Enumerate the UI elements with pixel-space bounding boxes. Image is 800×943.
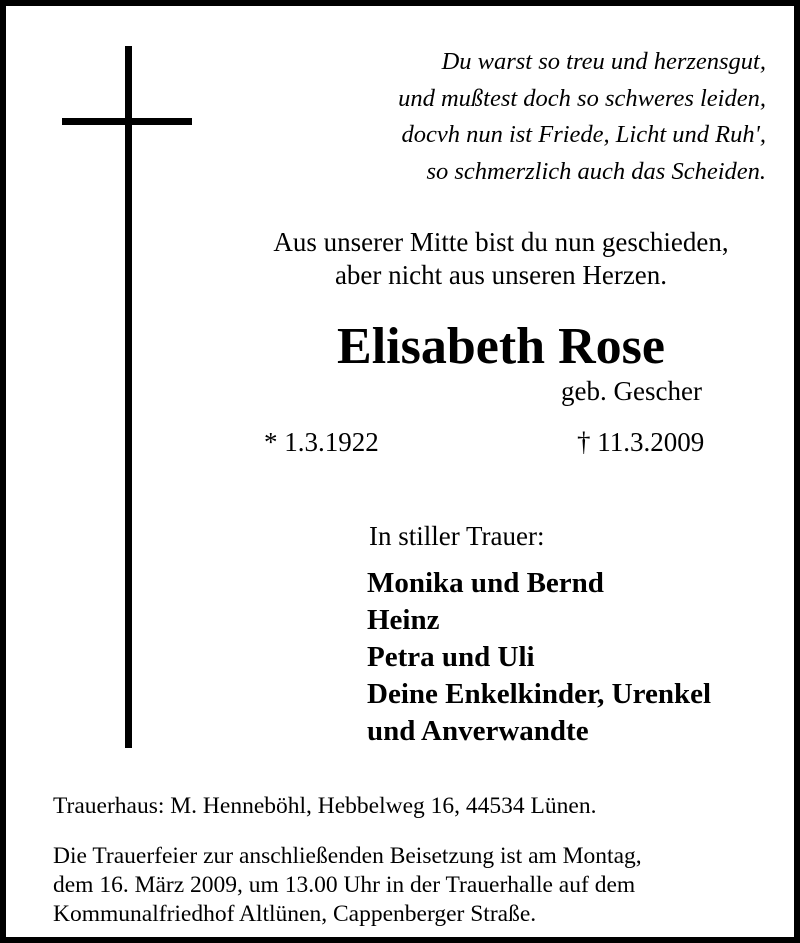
poem-line: so schmerzlich auch das Scheiden. xyxy=(426,157,766,185)
mourner-item: Deine Enkelkinder, Urenkel xyxy=(367,678,712,710)
death-date: † 11.3.2009 xyxy=(577,427,705,457)
funeral-ceremony-info xyxy=(53,842,642,929)
poem-line: docvh nun ist Friede, Licht und Ruh', xyxy=(401,121,766,148)
ceremony-line: Kommunalfriedhof Altlünen, Cappenberger Straße. xyxy=(53,901,537,927)
maiden-name: geb. Gescher xyxy=(561,376,702,406)
latin-cross-icon-crossbar xyxy=(62,118,192,125)
motto-line: Aus unserer Mitte bist du nun geschieden, xyxy=(273,227,729,257)
poem-line: Du warst so treu und herzensgut, xyxy=(441,48,766,75)
latin-cross-icon xyxy=(125,46,132,748)
memorial-motto xyxy=(206,226,796,292)
mourner-item: und Anverwandte xyxy=(367,715,589,747)
mourners-list xyxy=(367,565,711,750)
mourning-label: In stiller Trauer: xyxy=(369,521,545,551)
ceremony-line: dem 16. März 2009, um 13.00 Uhr in der Trauerhalle auf dem xyxy=(53,872,636,898)
memorial-poem xyxy=(398,44,766,190)
mourning-house-address: Trauerhaus: M. Henneböhl, Hebbelweg 16, 44534 Lünen. xyxy=(53,793,597,819)
ceremony-line: Die Trauerfeier zur anschließenden Beisetzung ist am Montag, xyxy=(53,843,642,869)
mourner-item: Heinz xyxy=(367,604,440,636)
mourner-item: Petra und Uli xyxy=(367,641,535,673)
motto-line: aber nicht aus unseren Herzen. xyxy=(334,260,668,290)
deceased-name: Elisabeth Rose xyxy=(337,318,665,375)
poem-line: und mußtest doch so schweres leiden, xyxy=(398,84,766,112)
mourner-item: Monika und Bernd xyxy=(367,567,604,599)
birth-date: * 1.3.1922 xyxy=(264,427,379,457)
